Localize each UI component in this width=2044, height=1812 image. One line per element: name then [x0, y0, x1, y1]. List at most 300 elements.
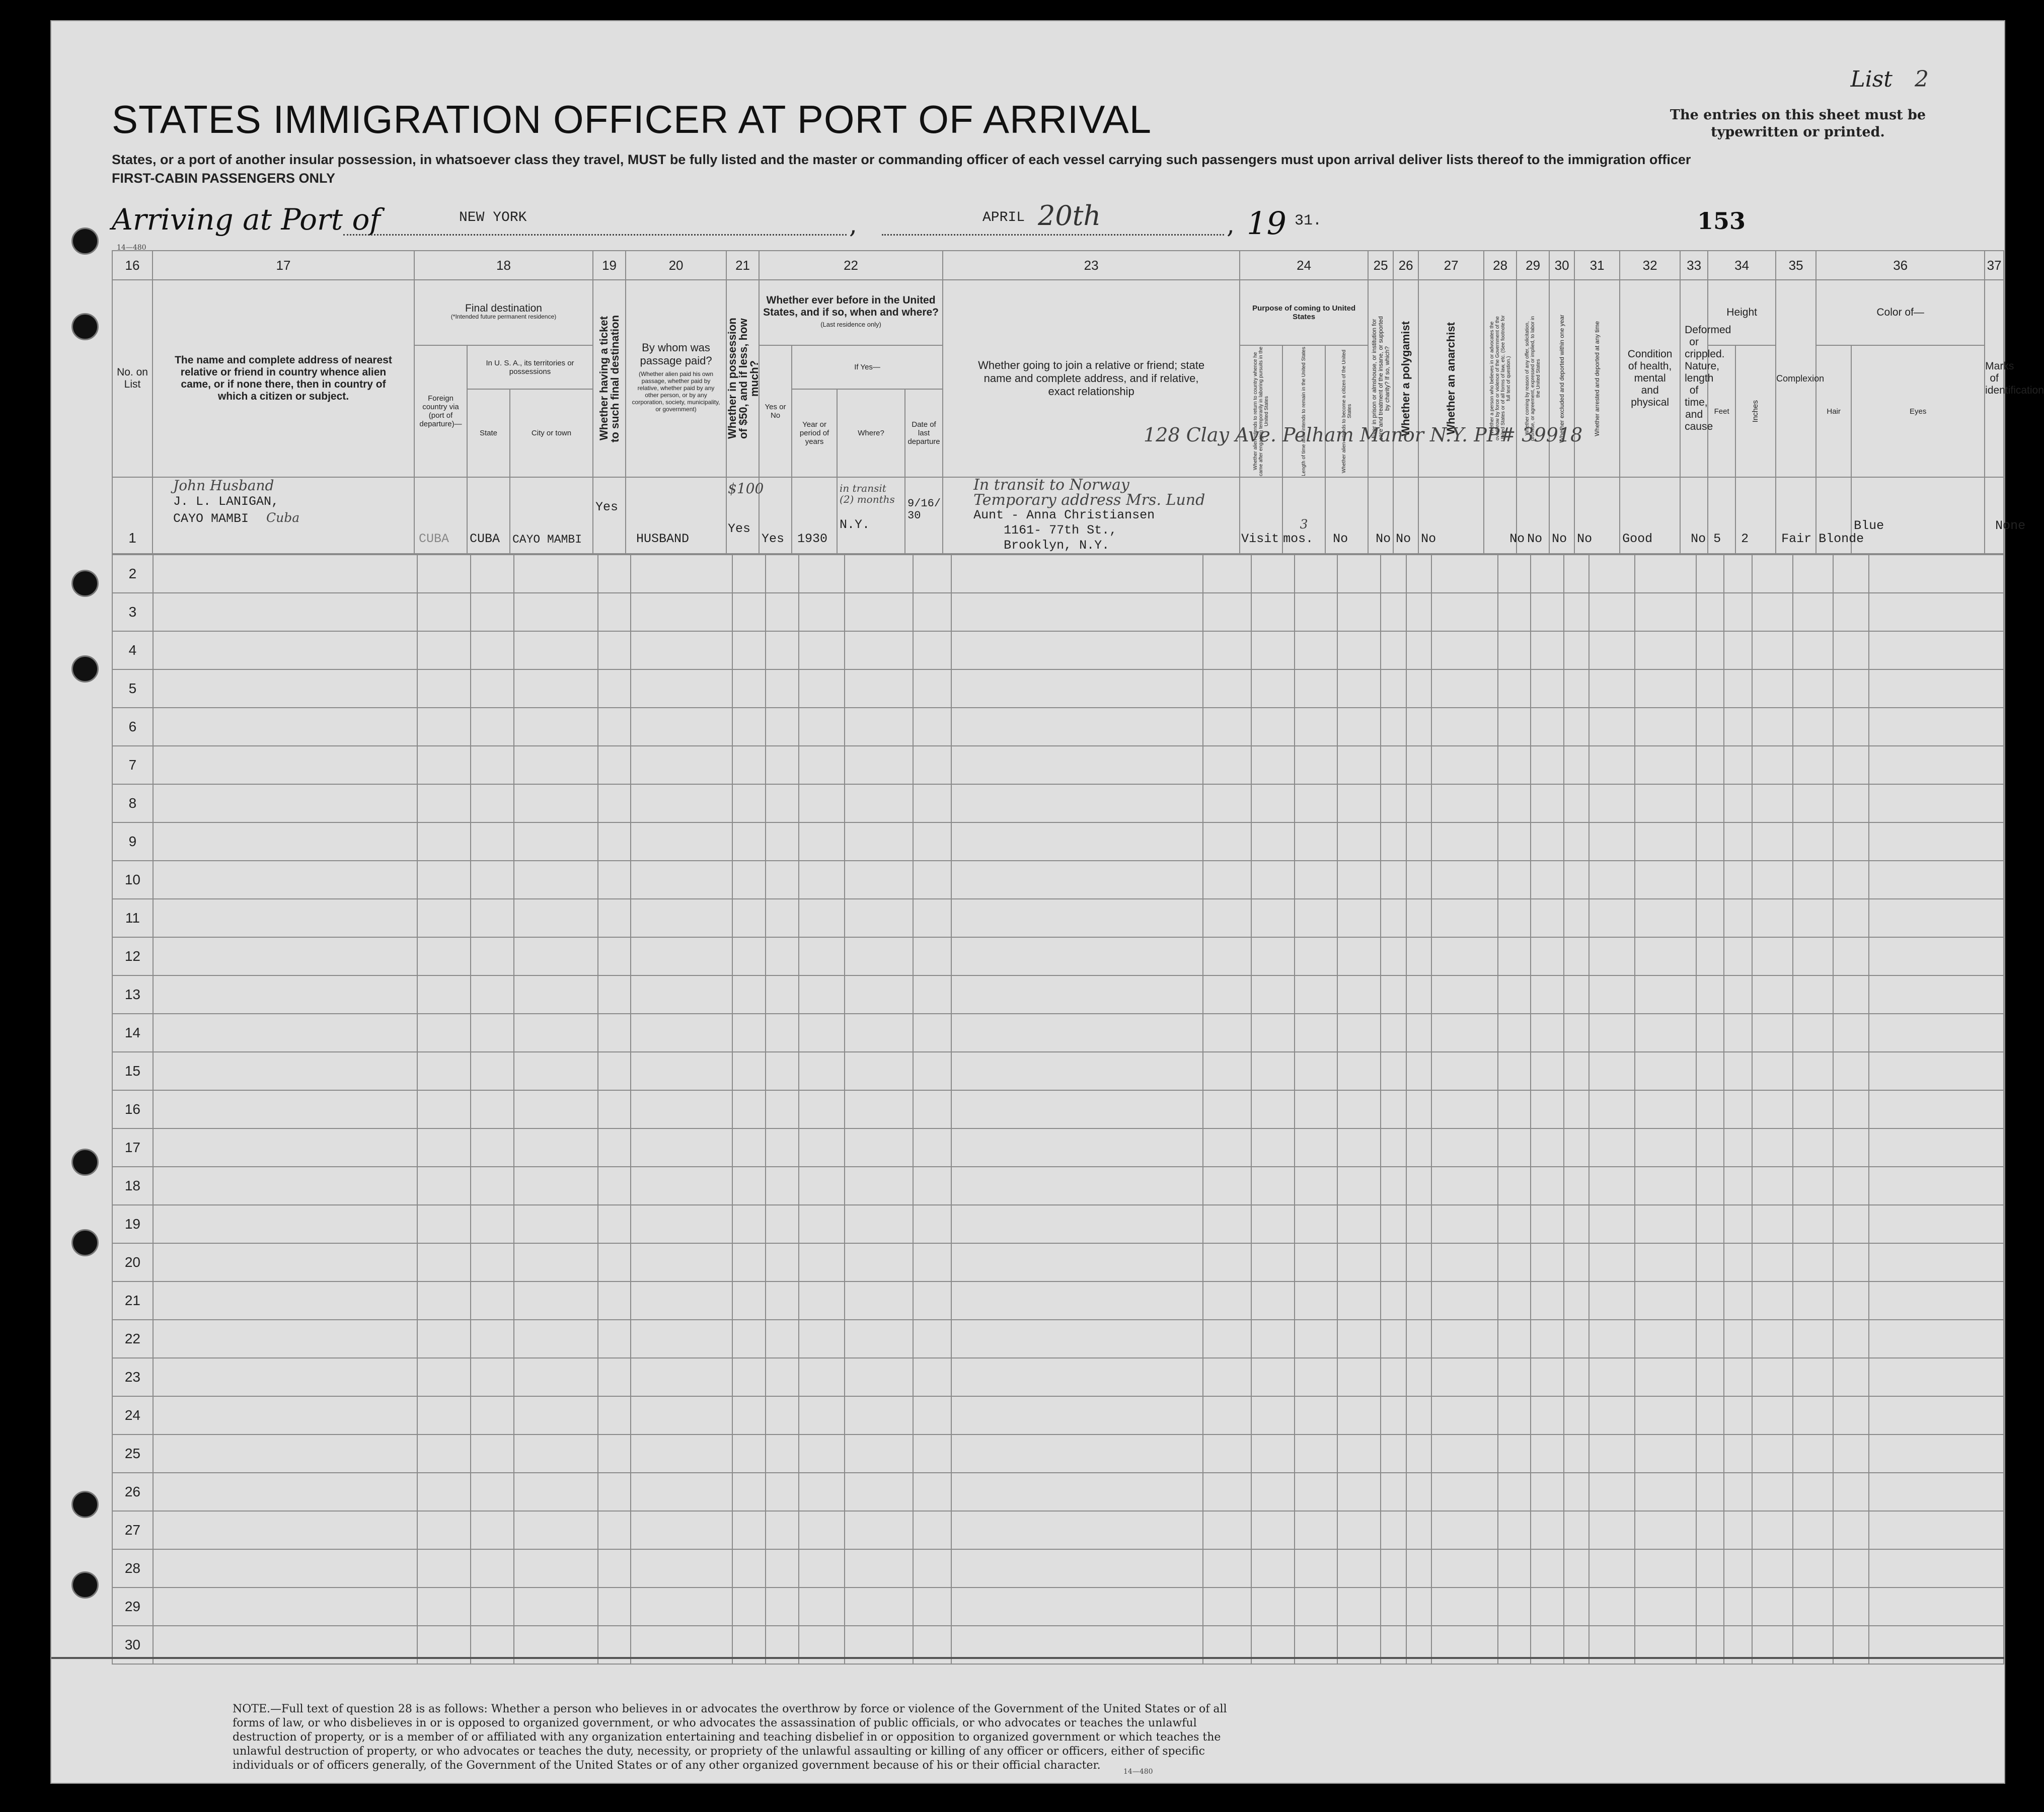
empty-cell — [1869, 746, 2004, 784]
empty-cell — [1406, 1396, 1432, 1434]
empty-cell — [1869, 1434, 2004, 1473]
empty-cell — [598, 669, 631, 708]
empty-cell — [1295, 669, 1338, 708]
empty-cell — [153, 937, 417, 975]
empty-cell — [1431, 784, 1497, 822]
empty-cell — [153, 1396, 417, 1434]
empty-cell — [631, 937, 732, 975]
empty-cell — [514, 669, 598, 708]
empty-cell — [951, 631, 1203, 669]
empty-cell — [766, 1320, 799, 1358]
empty-cell — [1431, 899, 1497, 937]
empty-cell — [913, 899, 951, 937]
empty-cell — [1431, 1473, 1497, 1511]
empty-cell — [766, 1358, 799, 1396]
empty-cell — [1531, 669, 1564, 708]
empty-cell — [766, 822, 799, 861]
empty-cell — [417, 899, 471, 937]
empty-cell — [1833, 1588, 1869, 1626]
empty-cell — [153, 861, 417, 899]
empty-cell — [1724, 1511, 1752, 1549]
marks-cell: None — [1985, 477, 2004, 554]
empty-cell — [1635, 1511, 1696, 1549]
empty-cell — [913, 593, 951, 631]
empty-cell — [514, 746, 598, 784]
empty-cell — [951, 1205, 1203, 1243]
empty-cell — [1431, 1205, 1497, 1243]
empty-cell — [1251, 1128, 1295, 1167]
empty-cell — [598, 708, 631, 746]
empty-cell — [799, 1320, 845, 1358]
empty-cell — [598, 1281, 631, 1320]
empty-cell — [1531, 555, 1564, 593]
empty-cell — [514, 593, 598, 631]
empty-cell — [845, 593, 913, 631]
empty-cell — [1752, 899, 1793, 937]
empty-cell — [1869, 975, 2004, 1014]
col-no-34: 34 — [1708, 251, 1776, 280]
empty-cell — [1564, 1511, 1589, 1549]
empty-cell — [799, 708, 845, 746]
empty-cell — [1381, 1358, 1406, 1396]
empty-cell — [1251, 593, 1295, 631]
empty-cell — [631, 1473, 732, 1511]
row-number: 16 — [112, 1090, 153, 1128]
empty-cell — [732, 1511, 766, 1549]
empty-cell — [1431, 1358, 1497, 1396]
empty-cell — [1589, 1396, 1635, 1434]
empty-cell — [598, 975, 631, 1014]
empty-cell — [913, 1243, 951, 1281]
empty-cell — [732, 1434, 766, 1473]
hair-cell: Blonde — [1816, 477, 1851, 554]
empty-cell — [1793, 1090, 1834, 1128]
empty-cell — [1251, 1434, 1295, 1473]
header-purpose-c — [1325, 345, 1368, 477]
empty-cell — [1203, 708, 1251, 746]
empty-cell — [1724, 1473, 1752, 1511]
empty-cell — [1531, 1205, 1564, 1243]
empty-cell — [951, 1434, 1203, 1473]
empty-cell — [1869, 1243, 2004, 1281]
empty-cell — [1381, 746, 1406, 784]
empty-cell — [417, 937, 471, 975]
empty-cell — [1564, 1549, 1589, 1588]
empty-cell — [1696, 1473, 1724, 1511]
empty-cell — [799, 1549, 845, 1588]
empty-cell — [1406, 1014, 1432, 1052]
table-row — [112, 1473, 2004, 1511]
empty-cell — [732, 822, 766, 861]
empty-cell — [1724, 1358, 1752, 1396]
empty-cell — [1869, 1281, 2004, 1320]
table-row — [112, 477, 2004, 554]
empty-cell — [1752, 1167, 1793, 1205]
empty-cell — [951, 784, 1203, 822]
empty-cell — [153, 631, 417, 669]
empty-cell — [1251, 669, 1295, 708]
empty-cell — [631, 1052, 732, 1090]
empty-cell — [1564, 1434, 1589, 1473]
empty-cell — [1337, 784, 1381, 822]
empty-cell — [417, 1511, 471, 1549]
empty-cell — [417, 1281, 471, 1320]
empty-cell — [1498, 1167, 1531, 1205]
empty-cell — [1869, 1205, 2004, 1243]
empty-cell — [1869, 555, 2004, 593]
relative-cell — [153, 477, 414, 554]
header-marks: Marks of identification — [1985, 280, 2004, 477]
empty-cell — [153, 1205, 417, 1243]
empty-cell — [514, 861, 598, 899]
polygamist-header-text: Whether a polygamist — [1399, 321, 1412, 436]
header-purpose-b — [1282, 345, 1325, 477]
empty-cell — [1589, 1320, 1635, 1358]
empty-cell — [1381, 1549, 1406, 1588]
empty-cell — [1203, 784, 1251, 822]
header-where: Where? — [837, 389, 905, 477]
header-complexion: Complexion — [1776, 280, 1816, 477]
header-q30 — [1549, 280, 1574, 477]
row-number: 22 — [112, 1320, 153, 1358]
empty-cell — [1406, 746, 1432, 784]
empty-cell — [1498, 1549, 1531, 1588]
empty-cell — [951, 1090, 1203, 1128]
empty-cell — [799, 1052, 845, 1090]
empty-cell — [1696, 1205, 1724, 1243]
empty-cell — [1564, 1358, 1589, 1396]
empty-cell — [471, 631, 514, 669]
empty-cell — [1431, 631, 1497, 669]
empty-cell — [1589, 861, 1635, 899]
empty-cell — [1869, 1052, 2004, 1090]
empty-cell — [1431, 822, 1497, 861]
empty-cell — [1696, 1014, 1724, 1052]
empty-cell — [1498, 975, 1531, 1014]
table-row — [112, 1588, 2004, 1626]
empty-cell — [951, 1014, 1203, 1052]
ever-before-title: Whether ever before in the United States, and if so, when and where? — [763, 294, 939, 318]
col-no-22: 22 — [759, 251, 943, 280]
empty-cell — [1295, 1205, 1338, 1243]
empty-cell — [514, 631, 598, 669]
empty-cell — [913, 708, 951, 746]
port-value: NEW YORK — [459, 210, 527, 225]
header-city: City or town — [510, 389, 593, 477]
where-cell — [837, 477, 905, 554]
empty-cell — [1635, 1243, 1696, 1281]
empty-cell — [1337, 1014, 1381, 1052]
empty-cell — [766, 1243, 799, 1281]
empty-cell — [1869, 1588, 2004, 1626]
separator-comma: , — [1227, 210, 1235, 239]
empty-cell — [845, 1014, 913, 1052]
header-polygamist — [1393, 280, 1418, 477]
empty-cell — [1251, 631, 1295, 669]
empty-cell — [1203, 1128, 1251, 1167]
empty-cell — [1337, 975, 1381, 1014]
empty-cell — [951, 1128, 1203, 1167]
empty-cell — [1251, 708, 1295, 746]
empty-cell — [1531, 1014, 1564, 1052]
empty-cell — [631, 899, 732, 937]
row-number: 13 — [112, 975, 153, 1014]
empty-cell — [471, 975, 514, 1014]
year-cell: 1930 — [792, 477, 837, 554]
empty-cell — [1498, 822, 1531, 861]
empty-cell — [799, 1128, 845, 1167]
empty-cell — [1589, 1167, 1635, 1205]
row-number: 11 — [112, 899, 153, 937]
empty-cell — [1295, 1320, 1338, 1358]
empty-cell — [417, 555, 471, 593]
empty-cell — [1635, 669, 1696, 708]
empty-cell — [1635, 1396, 1696, 1434]
empty-cell — [1251, 1052, 1295, 1090]
empty-cell — [1724, 1090, 1752, 1128]
empty-cell — [1531, 975, 1564, 1014]
empty-cell — [1498, 1052, 1531, 1090]
table-row — [112, 1014, 2004, 1052]
empty-cell — [514, 1090, 598, 1128]
empty-cell — [471, 1358, 514, 1396]
empty-cell — [1869, 1128, 2004, 1167]
empty-cell — [514, 1358, 598, 1396]
col-no-20: 20 — [626, 251, 726, 280]
empty-cell — [1498, 784, 1531, 822]
col-no-35: 35 — [1776, 251, 1816, 280]
empty-cell — [913, 784, 951, 822]
col-no-26: 26 — [1393, 251, 1418, 280]
empty-cell — [1531, 1473, 1564, 1511]
empty-cell — [417, 593, 471, 631]
empty-cell — [598, 1167, 631, 1205]
empty-cell — [1203, 1090, 1251, 1128]
empty-cell — [598, 899, 631, 937]
empty-cell — [471, 1090, 514, 1128]
empty-cell — [1381, 708, 1406, 746]
empty-cell — [1752, 1052, 1793, 1090]
empty-cell — [1295, 975, 1338, 1014]
empty-cell — [1498, 1128, 1531, 1167]
empty-cell — [471, 1128, 514, 1167]
empty-cell — [1337, 1128, 1381, 1167]
empty-cell — [732, 899, 766, 937]
row-number: 10 — [112, 861, 153, 899]
empty-cell — [1869, 1473, 2004, 1511]
empty-cell — [631, 1243, 732, 1281]
empty-cell — [1203, 1014, 1251, 1052]
empty-cell — [1793, 975, 1834, 1014]
empty-cell — [1793, 822, 1834, 861]
empty-cell — [845, 1243, 913, 1281]
empty-cell — [845, 1473, 913, 1511]
col-no-28: 28 — [1484, 251, 1517, 280]
empty-cell — [1295, 708, 1338, 746]
empty-cell — [845, 631, 913, 669]
empty-cell — [1589, 1434, 1635, 1473]
empty-cell — [1406, 1205, 1432, 1243]
empty-cell — [1635, 784, 1696, 822]
empty-cell — [1295, 1281, 1338, 1320]
empty-cell — [471, 1434, 514, 1473]
empty-cell — [153, 708, 417, 746]
empty-cell — [1589, 1243, 1635, 1281]
empty-cell — [1793, 861, 1834, 899]
purpose-c-header-text: Whether alien intends to become a citizen of the United States — [1341, 349, 1352, 473]
empty-cell — [1696, 822, 1724, 861]
empty-cell — [766, 593, 799, 631]
header-foreign-country: Foreign country via (port of departure)— — [414, 345, 467, 477]
empty-cell — [732, 784, 766, 822]
empty-cell — [845, 975, 913, 1014]
empty-cell — [845, 1511, 913, 1549]
empty-cell — [1203, 822, 1251, 861]
empty-cell — [514, 1511, 598, 1549]
empty-cell — [1724, 1205, 1752, 1243]
empty-cell — [1724, 937, 1752, 975]
empty-cell — [913, 1549, 951, 1588]
empty-cell — [598, 746, 631, 784]
empty-cell — [1406, 784, 1432, 822]
empty-cell — [913, 669, 951, 708]
empty-cell — [417, 669, 471, 708]
empty-cell — [1869, 937, 2004, 975]
empty-cell — [1531, 746, 1564, 784]
empty-cell — [514, 899, 598, 937]
table-row — [112, 1090, 2004, 1128]
empty-cell — [1531, 784, 1564, 822]
empty-cell — [799, 861, 845, 899]
empty-cell — [631, 555, 732, 593]
empty-cell — [1793, 1549, 1834, 1588]
empty-cell — [1406, 1167, 1432, 1205]
empty-cell — [1406, 1243, 1432, 1281]
empty-cell — [799, 1167, 845, 1205]
empty-cell — [631, 822, 732, 861]
empty-cell — [1431, 1320, 1497, 1358]
empty-cell — [732, 1243, 766, 1281]
q29-header-text: Whether coming by reason of any offer, solicitation, promise, or agreement, expressed or implied, to labor in the United States — [1525, 316, 1542, 441]
empty-cell — [1203, 937, 1251, 975]
empty-cell — [471, 1511, 514, 1549]
empty-cell — [732, 861, 766, 899]
empty-cell — [1381, 555, 1406, 593]
empty-cell — [1752, 1549, 1793, 1588]
empty-cell — [598, 861, 631, 899]
empty-cell — [1793, 1473, 1834, 1511]
empty-cell — [951, 937, 1203, 975]
empty-cell — [951, 1243, 1203, 1281]
empty-cell — [631, 1090, 732, 1128]
empty-cell — [845, 1588, 913, 1626]
column-number-row — [112, 251, 2004, 280]
header-nearest-relative: The name and complete address of nearest relative or friend in country whence alien came, or if none there, then in country of which a citizen or subject. — [153, 280, 414, 477]
header-condition: Condition of health, mental and physical — [1620, 280, 1680, 477]
by-whom-paid-note: (Whether alien paid his own passage, whether paid by relative, whether paid by any other person, or by any corporation, society, municipality, or government) — [632, 370, 720, 413]
empty-cell — [1752, 937, 1793, 975]
empty-cell — [1696, 1396, 1724, 1434]
empty-cell — [1337, 593, 1381, 631]
empty-cell — [417, 1396, 471, 1434]
table-row — [112, 593, 2004, 631]
empty-cell — [417, 1090, 471, 1128]
empty-cell — [514, 1243, 598, 1281]
empty-cell — [951, 1549, 1203, 1588]
empty-cell — [1251, 746, 1295, 784]
empty-cell — [1406, 899, 1432, 937]
empty-cell — [1589, 1281, 1635, 1320]
row-number: 4 — [112, 631, 153, 669]
empty-cell — [1431, 1434, 1497, 1473]
join-relative-cell — [943, 477, 1240, 554]
empty-cell — [913, 861, 951, 899]
empty-cell — [1635, 708, 1696, 746]
empty-cell — [951, 975, 1203, 1014]
header-deformed: Deformed or crippled. Nature, length of time, and cause — [1680, 280, 1708, 477]
table-row — [112, 1052, 2004, 1090]
manifest-table — [112, 250, 2044, 554]
row-number: 28 — [112, 1549, 153, 1588]
col-no-29: 29 — [1517, 251, 1549, 280]
empty-cell — [845, 1434, 913, 1473]
empty-cell — [1696, 899, 1724, 937]
empty-cell — [732, 975, 766, 1014]
empty-cell — [514, 1473, 598, 1511]
empty-cell — [1295, 1090, 1338, 1128]
empty-cell — [1337, 1167, 1381, 1205]
empty-cell — [1203, 631, 1251, 669]
join-handwritten-1: In transit to Norway — [973, 476, 1129, 494]
empty-cell — [1752, 1473, 1793, 1511]
empty-cell — [732, 1167, 766, 1205]
empty-cell — [845, 1205, 913, 1243]
empty-cell — [1752, 1243, 1793, 1281]
empty-cell — [1406, 861, 1432, 899]
empty-cell — [1724, 1281, 1752, 1320]
header-date-last-departure: Date of last departure — [905, 389, 943, 477]
state-cell: CUBA — [467, 477, 510, 554]
empty-cell — [514, 1052, 598, 1090]
empty-cell — [1203, 1588, 1251, 1626]
empty-cell — [1406, 555, 1432, 593]
empty-cell — [951, 708, 1203, 746]
empty-cell — [598, 1090, 631, 1128]
empty-cell — [1752, 1358, 1793, 1396]
empty-cell — [1696, 1281, 1724, 1320]
col-no-33: 33 — [1680, 251, 1708, 280]
empty-cell — [1295, 1473, 1338, 1511]
empty-cell — [1635, 1281, 1696, 1320]
empty-cell — [845, 861, 913, 899]
inches-cell: 2 — [1735, 477, 1776, 554]
purpose-cell: Visit — [1240, 477, 1282, 554]
empty-cell — [417, 1205, 471, 1243]
row-number: 27 — [112, 1511, 153, 1549]
empty-cell — [1431, 1167, 1497, 1205]
empty-cell — [1869, 1090, 2004, 1128]
empty-cell — [598, 1588, 631, 1626]
empty-cell — [1498, 1396, 1531, 1434]
empty-cell — [1696, 1243, 1724, 1281]
empty-cell — [1724, 593, 1752, 631]
table-row — [112, 1434, 2004, 1473]
empty-cell — [1869, 669, 2004, 708]
empty-cell — [1295, 555, 1338, 593]
empty-cell — [1337, 1205, 1381, 1243]
empty-cell — [1833, 784, 1869, 822]
year-suffix: 31. — [1295, 212, 1322, 230]
